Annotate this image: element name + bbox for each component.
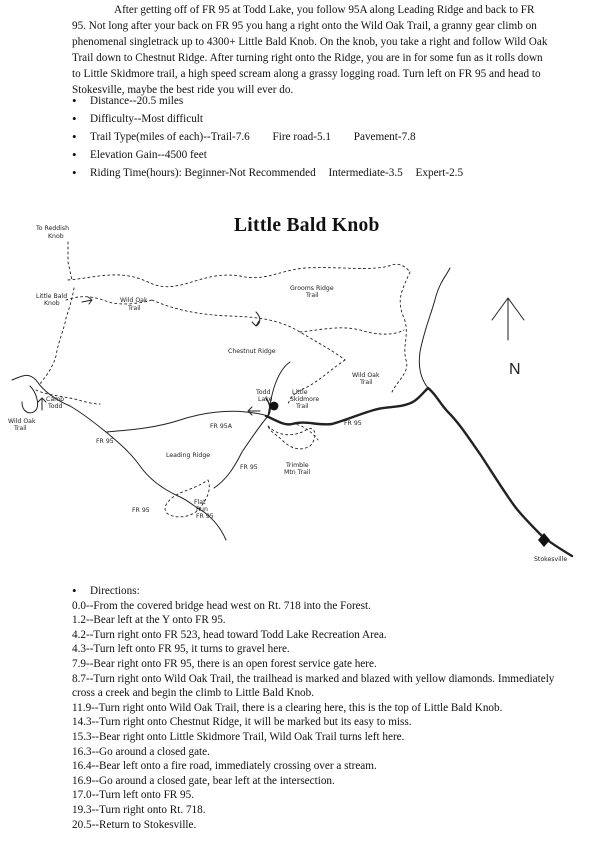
label-trail-3: Trail [360,379,373,386]
label-wild-oak-3: Wild Oak [8,418,36,425]
arrow-chestnut [252,312,260,326]
fact-riding-time [72,164,572,182]
trail-map [0,210,600,580]
label-trail-4: Trail [296,403,309,410]
direction-step: 0.0--From the covered bridge head west on Rt. 718 into the Forest. [72,599,371,612]
direction-step: 14.3--Turn right onto Chestnut Ridge, it will be marked but its easy to miss. [72,716,412,729]
label-fr95a: FR 95A [210,423,232,430]
label-fr95-3: FR 95 [240,464,258,471]
label-lake: Lake [258,396,273,403]
label-fr95-2: FR 95 [344,420,362,427]
label-todd: Todd [256,389,271,396]
fact-elevation: • Elevation Gain--4500 feet [72,146,572,164]
label-wild-oak-1: Wild Oak [120,297,148,304]
directions-heading: • Directions: [72,584,572,599]
label-little-bald: Little Bald [36,293,68,300]
label-knob: Knob [48,233,64,240]
label-camp: Camp [46,396,65,403]
riding-time-label: Riding Time(hours): [90,167,182,179]
direction-step: 16.3--Go around a closed gate. [72,745,210,758]
label-fr95-5: FR 95 [196,513,214,520]
ride-facts-list [72,92,572,182]
label-leading-ridge: Leading Ridge [166,452,211,459]
map-title: Little Bald Knob [234,215,380,236]
label-grooms-ridge: Grooms Ridge [290,285,334,292]
label-wild-oak-2: Wild Oak [352,372,380,379]
road-fr95a [106,411,268,432]
fact-distance: • Distance--20.5 miles [72,92,572,110]
road-camp-todd [22,386,38,413]
fact-trail-type [72,128,572,146]
trail-trimble-mtn [268,426,315,449]
label-mtn-trail: Mtn Trail [284,469,311,476]
riding-time-expert: Expert-2.5 [415,167,464,179]
trail-wild-oak-east [392,272,410,392]
label-chestnut-ridge: Chestnut Ridge [228,348,276,355]
directions-section [72,584,572,832]
riding-time-beginner: Beginner-Not Recommended [184,167,316,179]
trail-wild-oak-upper [68,264,410,287]
ride-description [72,2,550,98]
label-trail-5: Trail [14,425,27,432]
label-todd-2: Todd [48,403,63,410]
label-trimble: Trimble [286,462,309,469]
direction-step: 17.0--Turn left onto FR 95. [72,789,195,802]
direction-step: 8.7--Turn right onto Wild Oak Trail, the trailhead is marked and blazed with yellow diamonds. Immediately cross a creek and begin the climb to Little Bald Knob. [72,672,555,700]
direction-step: 4.3--Turn left onto FR 95, it turns to gravel here. [72,643,290,656]
label-flat: Flat [194,499,206,506]
arrow-camp-todd [38,398,46,410]
label-to-reddish: To Reddish [36,225,70,232]
trail-type-pavement: Pavement-7.8 [353,131,416,143]
label-knob-2: Knob [44,300,60,307]
label-trail-1: Trail [128,305,141,312]
trail-grooms-link [300,328,404,334]
direction-step: 15.3--Bear right onto Little Skidmore Trail, Wild Oak Trail turns left here. [72,730,405,743]
label-trail-2: Trail [306,292,319,299]
label-run: Run [196,506,208,513]
label-fr95-1: FR 95 [96,438,114,445]
direction-step: 16.4--Bear left onto a fire road, immediately crossing over a stream. [72,760,377,773]
direction-step: 11.9--Turn right onto Wild Oak Trail, there is a clearing here, this is the top of Little Bald Knob. [72,701,503,714]
north-label: N [509,361,521,378]
direction-step: 20.5--Return to Stokesville. [72,818,197,831]
fact-difficulty: • Difficulty--Most difficult [72,110,572,128]
label-stokesville: Stokesville [534,556,568,563]
direction-step: 4.2--Turn right onto FR 523, head toward Todd Lake Recreation Area. [72,628,387,641]
trail-to-reddish [68,242,72,280]
direction-step: 1.2--Bear left at the Y onto FR 95. [72,614,226,627]
riding-time-intermediate: Intermediate-3.5 [328,167,403,179]
arrow-knob [82,297,92,304]
trail-type-trail: Trail Type(miles of each)--Trail-7.6 [90,131,250,143]
ride-description-text: After getting off of FR 95 at Todd Lake, you follow 95A along Leading Ridge and back to FR 95. Not long after your back on FR 95 you hang a right onto the Wild Oak Trail, a granny gear climb on phenomenal singletrack up to 4300+ Little Bald Knob. On the knob, you take a right and follow Wild Oak Trail down to Chestnut Ridge. After turning right onto the Ridge, you are in for some fun as it rolls down to Little Skidmore trail, a high speed scream along a grassy logging road. Turn left on FR 95 and head to Stokesville, maybe the best ride you will ever do. [72,4,548,96]
label-little: Little [292,389,308,396]
direction-step: 19.3--Turn right onto Rt. 718. [72,803,206,816]
directions-steps [72,599,572,833]
trail-type-fire-road: Fire road-5.1 [272,131,331,143]
direction-step: 7.9--Bear right onto FR 95, there is an open forest service gate here. [72,657,377,670]
direction-step: 16.9--Go around a closed gate, bear left at the intersection. [72,774,335,787]
road-north-east [419,268,450,388]
label-fr95-4: FR 95 [132,507,150,514]
label-skidmore: Skidmore [290,396,320,403]
road-fr95-east [266,388,572,556]
